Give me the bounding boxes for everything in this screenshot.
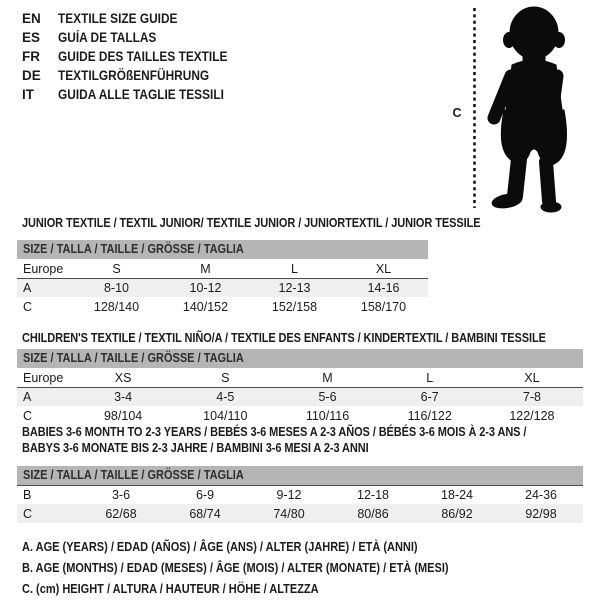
value-cell: 62/68 bbox=[105, 506, 137, 521]
size-cell: XS bbox=[114, 370, 132, 385]
lang-label: GUIDE DES TAILLES TEXTILE bbox=[58, 49, 228, 64]
lang-code: EN bbox=[22, 11, 41, 26]
height-dashed-line bbox=[472, 8, 477, 208]
size-header-row bbox=[17, 466, 583, 485]
babies-title-line2: BABYS 3-6 MONATE BIS 2-3 JAHRE / BAMBINI 3-6 MESI A 2-3 ANNI bbox=[22, 441, 369, 455]
lang-row-it bbox=[22, 85, 251, 104]
children-section-title: CHILDREN'S TEXTILE / TEXTIL NIÑO/A / TEXTILE DES ENFANTS / KINDERTEXTIL / BAMBINI TESSILE bbox=[22, 331, 546, 345]
table-row-c bbox=[17, 504, 583, 523]
value-cell: 8-10 bbox=[103, 281, 130, 295]
value-cell: 104/110 bbox=[203, 408, 248, 423]
row-label: C bbox=[23, 299, 33, 314]
value-cell: 152/158 bbox=[271, 299, 318, 314]
size-header-label: SIZE / TALLA / TAILLE / GRÖSSE / TAGLIA bbox=[23, 242, 244, 256]
table-row-europe bbox=[17, 368, 583, 387]
lang-row-de bbox=[22, 66, 251, 85]
junior-size-table bbox=[17, 240, 428, 316]
babies-size-table bbox=[17, 466, 583, 523]
row-label: A bbox=[23, 390, 32, 404]
value-cell: 68/74 bbox=[189, 506, 221, 521]
value-cell: 6-9 bbox=[195, 488, 215, 502]
value-cell: 10-12 bbox=[189, 281, 222, 295]
row-label: C bbox=[23, 506, 33, 521]
babies-section-title bbox=[22, 424, 526, 456]
size-cell: L bbox=[291, 261, 298, 276]
value-cell: 92/98 bbox=[525, 506, 557, 521]
value-cell: 12-13 bbox=[278, 281, 311, 295]
table-row-a bbox=[17, 278, 428, 297]
size-header-label: SIZE / TALLA / TAILLE / GRÖSSE / TAGLIA bbox=[23, 468, 244, 482]
lang-code: ES bbox=[22, 30, 41, 45]
value-cell: 6-7 bbox=[420, 390, 439, 404]
size-cell: L bbox=[426, 370, 434, 385]
lang-row-fr bbox=[22, 47, 251, 66]
size-header-row bbox=[17, 240, 428, 259]
footnote-b: B. AGE (MONTHS) / EDAD (MESES) / ÂGE (MOIS) / ALTER (MONATE) / ETÀ (MESI) bbox=[22, 561, 449, 575]
row-label: A bbox=[23, 281, 32, 295]
value-cell: 12-18 bbox=[357, 488, 389, 502]
value-cell: 7-8 bbox=[522, 390, 541, 404]
baby-silhouette-icon bbox=[484, 5, 579, 213]
value-cell: 9-12 bbox=[276, 488, 302, 502]
lang-label: GUÍA DE TALLAS bbox=[58, 30, 157, 45]
value-cell: 98/104 bbox=[103, 408, 143, 423]
height-measure-label: C bbox=[452, 106, 462, 120]
lang-row-en bbox=[22, 9, 251, 28]
value-cell: 74/80 bbox=[273, 506, 305, 521]
row-label: B bbox=[23, 488, 32, 502]
value-cell: 14-16 bbox=[367, 281, 400, 295]
value-cell: 4-5 bbox=[216, 390, 235, 404]
size-cell: M bbox=[322, 370, 333, 385]
size-header-label: SIZE / TALLA / TAILLE / GRÖSSE / TAGLIA bbox=[23, 351, 244, 365]
junior-section-title: JUNIOR TEXTILE / TEXTIL JUNIOR/ TEXTILE JUNIOR / JUNIORTEXTIL / JUNIOR TESSILE bbox=[22, 216, 481, 230]
footnote-a: A. AGE (YEARS) / EDAD (AÑOS) / ÂGE (ANS) / ALTER (JAHRE) / ETÀ (ANNI) bbox=[22, 540, 418, 554]
lang-label: GUIDA ALLE TAGLIE TESSILI bbox=[58, 87, 224, 102]
table-row-c bbox=[17, 297, 428, 316]
lang-label: TEXTILE SIZE GUIDE bbox=[58, 11, 178, 26]
language-list bbox=[22, 9, 251, 104]
table-row-europe bbox=[17, 259, 428, 278]
footnotes bbox=[22, 537, 507, 600]
table-row-c bbox=[17, 406, 583, 425]
value-cell: 5-6 bbox=[318, 390, 337, 404]
row-label: Europe bbox=[23, 370, 64, 385]
size-header-row bbox=[17, 349, 583, 368]
lang-code: DE bbox=[22, 68, 41, 83]
row-label: Europe bbox=[23, 261, 64, 276]
lang-code: FR bbox=[22, 49, 40, 64]
size-cell: S bbox=[221, 370, 230, 385]
lang-code: IT bbox=[22, 87, 34, 102]
footnote-c: C. (cm) HEIGHT / ALTURA / HAUTEUR / HÖHE / ALTEZZA bbox=[22, 582, 319, 596]
size-cell: XL bbox=[375, 261, 392, 276]
value-cell: 80/86 bbox=[357, 506, 389, 521]
value-cell: 158/170 bbox=[360, 299, 407, 314]
value-cell: 24-36 bbox=[525, 488, 557, 502]
lang-label: TEXTILGRÖßENFÜHRUNG bbox=[58, 68, 210, 83]
value-cell: 3-4 bbox=[114, 390, 133, 404]
value-cell: 116/122 bbox=[407, 408, 452, 423]
babies-title-line1: BABIES 3-6 MONTH TO 2-3 YEARS / BEBÉS 3-6 MESES A 2-3 AÑOS / BÉBÉS 3-6 MOIS À 2-3 ANS / bbox=[22, 425, 527, 439]
children-size-table bbox=[17, 349, 583, 425]
value-cell: 18-24 bbox=[441, 488, 473, 502]
size-cell: S bbox=[112, 261, 121, 276]
value-cell: 3-6 bbox=[111, 488, 131, 502]
row-label: C bbox=[23, 408, 33, 423]
value-cell: 122/128 bbox=[509, 408, 555, 423]
size-cell: XL bbox=[524, 370, 540, 385]
size-cell: M bbox=[200, 261, 211, 276]
value-cell: 128/140 bbox=[93, 299, 140, 314]
table-row-b bbox=[17, 485, 583, 504]
value-cell: 140/152 bbox=[182, 299, 229, 314]
lang-row-es bbox=[22, 28, 251, 47]
table-row-a bbox=[17, 387, 583, 406]
value-cell: 86/92 bbox=[441, 506, 473, 521]
value-cell: 110/116 bbox=[305, 408, 350, 423]
